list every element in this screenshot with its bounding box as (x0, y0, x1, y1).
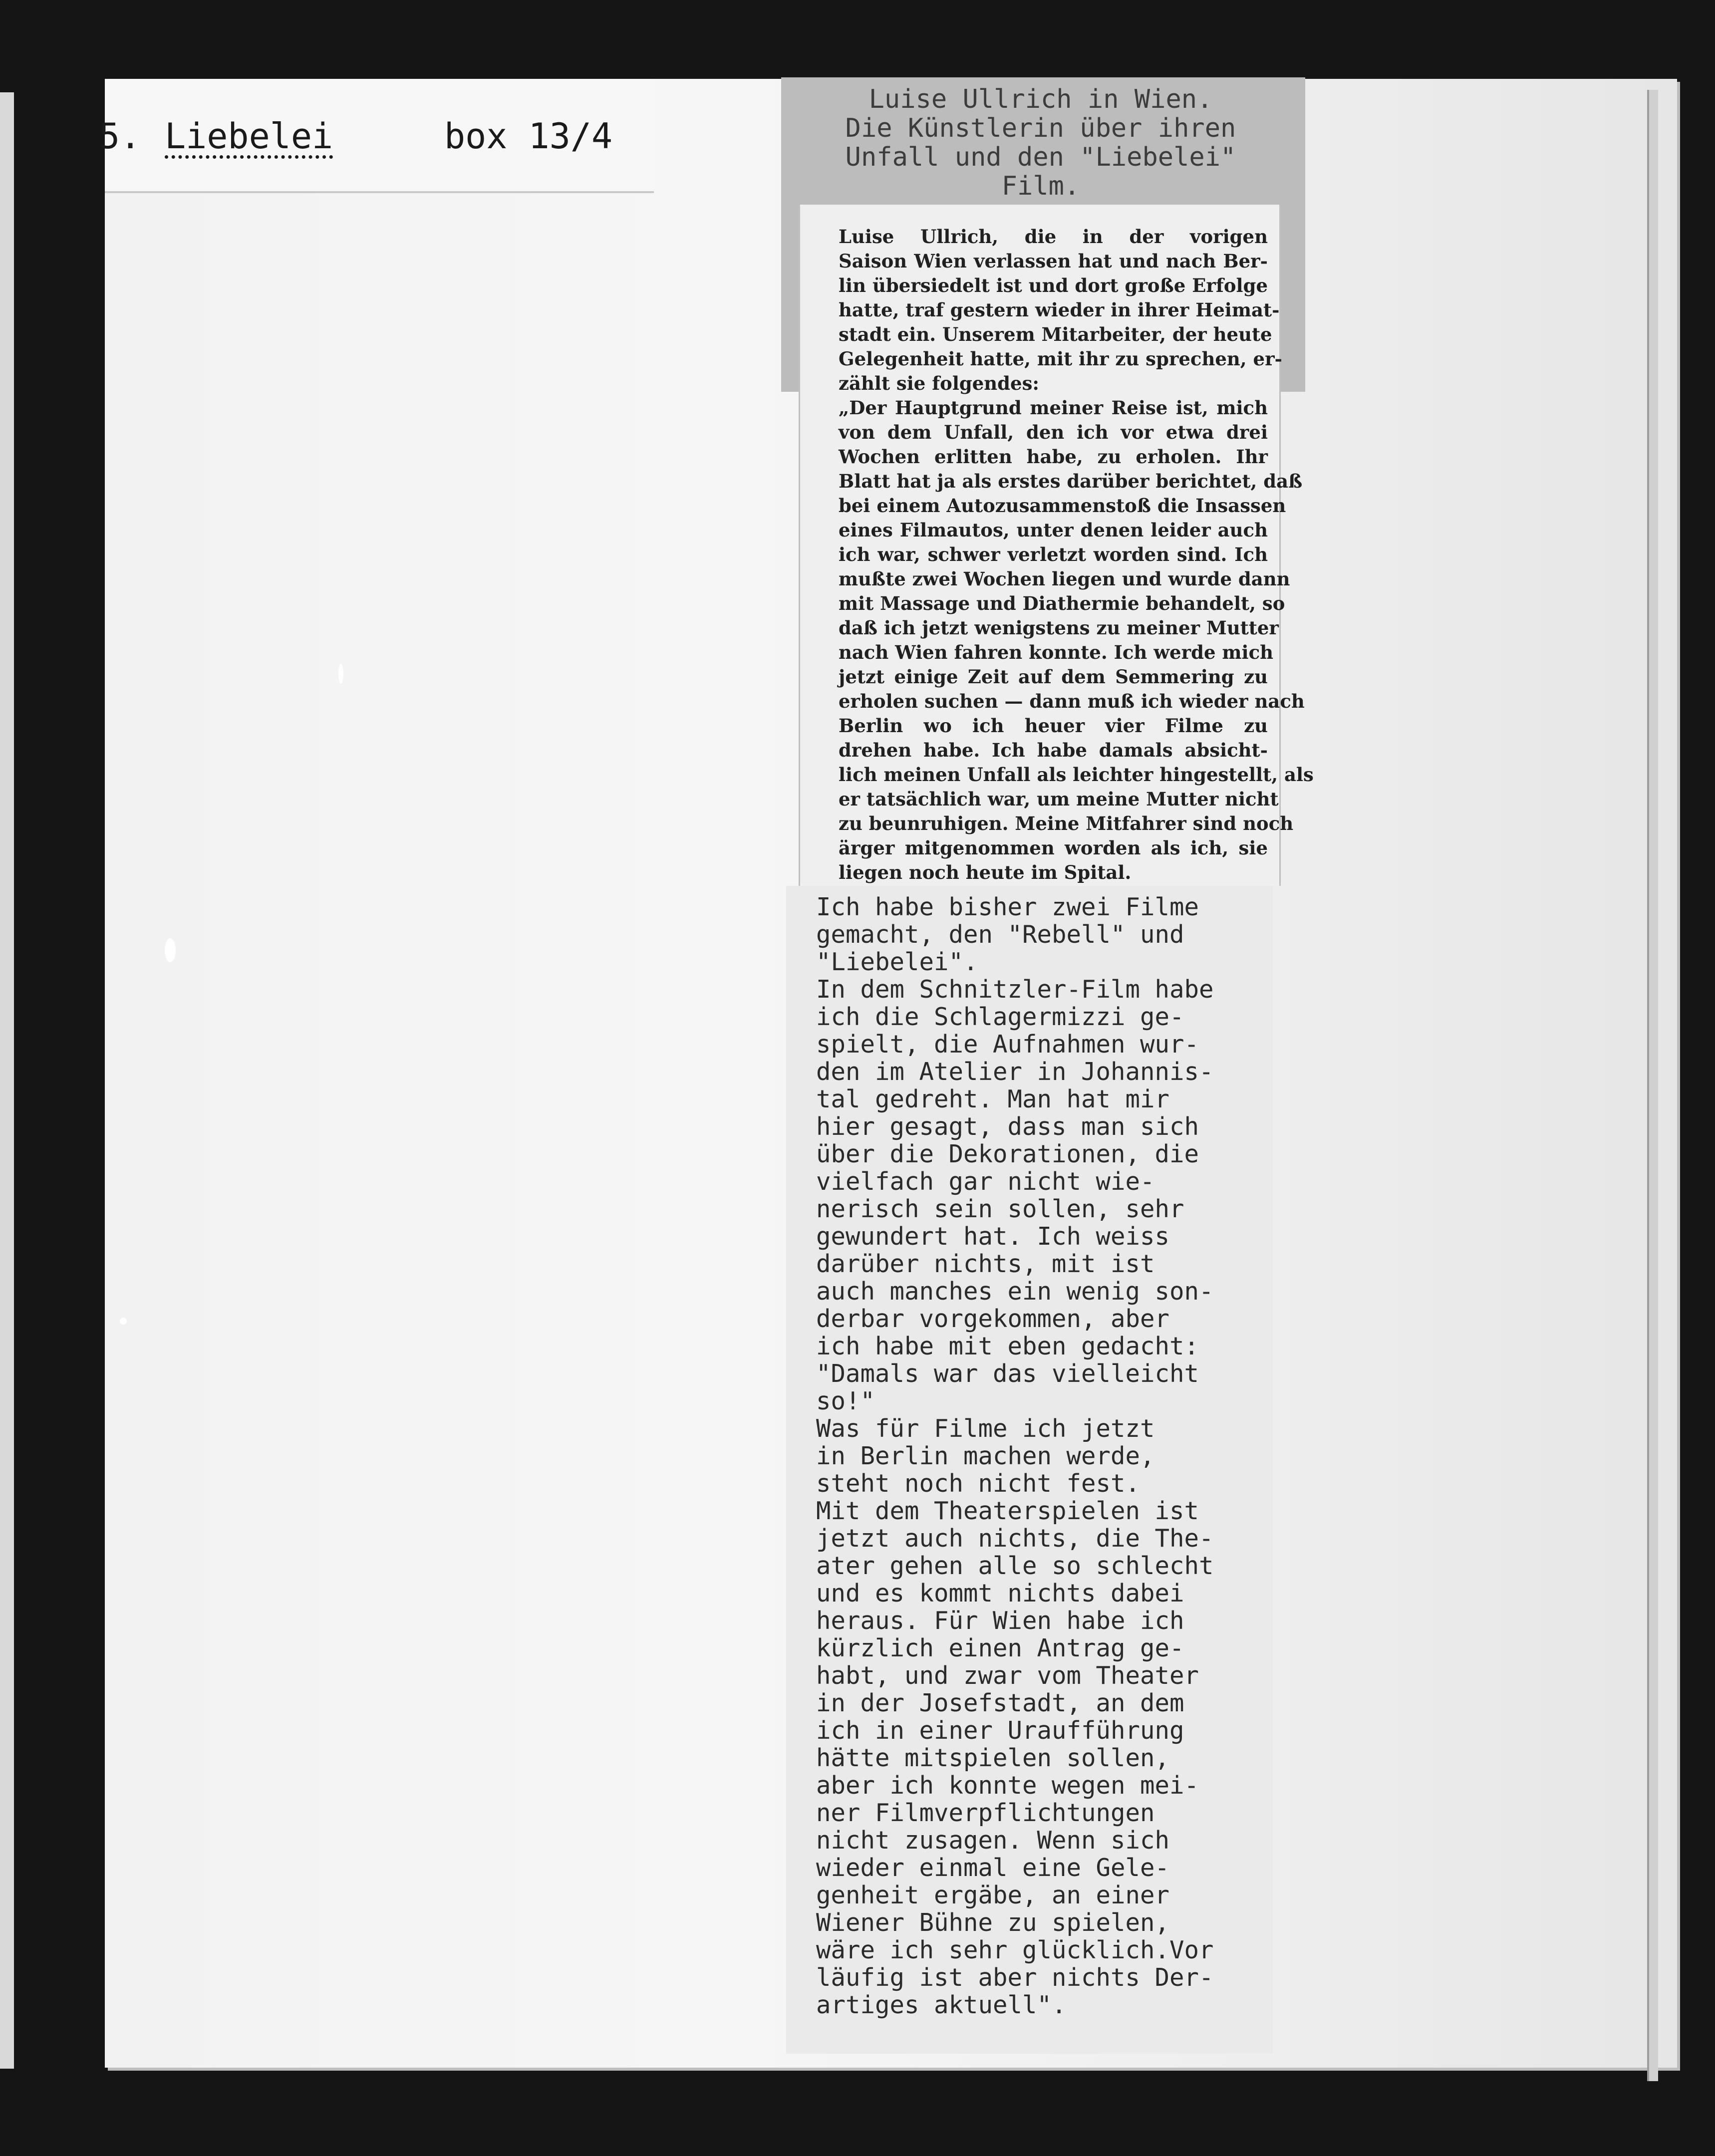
article-line: bei einem Autozusammenstoß die Insassen (839, 495, 1286, 517)
typed-line: genheit ergäbe, an einer (816, 1881, 1170, 1909)
typed-line: wäre ich sehr glücklich.Vor (816, 1936, 1214, 1964)
typed-line: hätte mitspielen sollen, (816, 1744, 1170, 1772)
typed-line: ner Filmverpflichtungen (816, 1799, 1155, 1827)
typed-line: gemacht, den "Rebell" und (816, 920, 1184, 949)
typed-line: "Damals war das vielleicht (816, 1359, 1199, 1388)
article-line: lin übersiedelt ist und dort große Erfolge (839, 274, 1268, 296)
article-line: hatte, traf gestern wieder in ihrer Heimat- (839, 299, 1280, 321)
typed-line: den im Atelier in Johannis- (816, 1058, 1214, 1086)
typed-line: Mit dem Theaterspielen ist (816, 1497, 1199, 1525)
typed-line: heraus. Für Wien habe ich (816, 1607, 1184, 1635)
typed-line: habt, und zwar vom Theater (816, 1661, 1199, 1690)
typed-line: in Berlin machen werde, (816, 1442, 1155, 1470)
article-line: mußte zwei Wochen liegen und wurde dann (839, 568, 1290, 590)
article-line: daß ich jetzt wenigstens zu meiner Mutter (839, 617, 1279, 639)
article-line: ich war, schwer verletzt worden sind. Ich (839, 543, 1268, 565)
typed-line: kürzlich einen Antrag ge- (816, 1634, 1184, 1662)
typed-line: ich habe mit eben gedacht: (816, 1332, 1199, 1360)
typed-line: ich in einer Uraufführung (816, 1716, 1184, 1745)
article-line: stadt ein. Unserem Mitarbeiter, der heute (839, 323, 1272, 345)
typed-line: aber ich konnte wegen mei- (816, 1771, 1199, 1800)
dust-speck (165, 938, 176, 962)
dust-speck (120, 1318, 127, 1325)
article-line: Blatt hat ja als erstes darüber berichtet, daß (839, 470, 1303, 492)
typed-line: Was für Filme ich jetzt (816, 1414, 1155, 1443)
article-line: drehen habe. Ich habe damals absicht- (839, 739, 1268, 761)
typed-article (816, 893, 1273, 2019)
article-line: zählt sie folgendes: (839, 372, 1040, 394)
adjacent-sheet-edge (0, 92, 14, 2069)
article-line: er tatsächlich war, um meine Mutter nicht (839, 788, 1279, 810)
typed-line: ater gehen alle so schlecht (816, 1552, 1214, 1580)
label-box: box 13/4 (444, 116, 613, 157)
typed-line: In dem Schnitzler-Film habe (816, 975, 1214, 1004)
clipping-headline (804, 85, 1278, 201)
sheet-right-edge (1647, 90, 1658, 2081)
typed-line: ich die Schlagermizzi ge- (816, 1003, 1184, 1031)
typed-line: über die Dekorationen, die (816, 1140, 1199, 1168)
article-line: nach Wien fahren konnte. Ich werde mich (839, 641, 1274, 663)
article-line: eines Filmautos, unter denen leider auch (839, 519, 1268, 541)
label-number: 5. (99, 116, 141, 157)
article-line: liegen noch heute im Spital. (839, 861, 1132, 883)
typed-line: nerisch sein sollen, sehr (816, 1195, 1184, 1223)
article-line: Luise Ullrich, die in der vorigen (839, 226, 1268, 248)
headline-line: Luise Ullrich in Wien. (868, 84, 1213, 114)
label-title: Liebelei (165, 116, 333, 157)
typed-line: Ich habe bisher zwei Filme (816, 893, 1199, 921)
article-line: lich meinen Unfall als leichter hingestellt, als (839, 764, 1314, 786)
typed-line: so!" (816, 1387, 875, 1415)
typed-line: gewundert hat. Ich weiss (816, 1222, 1170, 1251)
article-line: Gelegenheit hatte, mit ihr zu sprechen, er- (839, 348, 1282, 370)
typed-line: hier gesagt, dass man sich (816, 1112, 1199, 1141)
article-line: Wochen erlitten habe, zu erholen. Ihr (839, 446, 1268, 468)
article-line: mit Massage und Diathermie behandelt, so (839, 592, 1285, 614)
article-line: ärger mitgenommen worden als ich, sie (839, 837, 1268, 859)
dust-speck (338, 664, 343, 684)
typed-line: nicht zusagen. Wenn sich (816, 1826, 1170, 1855)
typed-line: wieder einmal eine Gele- (816, 1854, 1170, 1882)
headline-line: Die Künstlerin über ihren (845, 113, 1236, 143)
headline-line: Film. (1001, 171, 1080, 201)
typed-line: vielfach gar nicht wie- (816, 1167, 1155, 1196)
typed-line: artiges aktuell". (816, 1991, 1067, 2019)
article-line: von dem Unfall, den ich vor etwa drei (839, 421, 1268, 443)
article-line: erholen suchen — dann muß ich wieder nach (839, 690, 1305, 712)
typed-line: darüber nichts, mit ist (816, 1250, 1155, 1278)
typed-line: spielt, die Aufnahmen wur- (816, 1030, 1199, 1059)
typed-line: tal gedreht. Man hat mir (816, 1085, 1170, 1113)
article-line: Berlin wo ich heuer vier Filme zu (839, 715, 1268, 737)
typed-line: Wiener Bühne zu spielen, (816, 1908, 1170, 1937)
newspaper-article (839, 225, 1314, 885)
typed-line: läufig ist aber nichts Der- (816, 1963, 1214, 1992)
article-line: jetzt einige Zeit auf dem Semmering zu (839, 666, 1268, 688)
headline-line: Unfall und den "Liebelei" (845, 142, 1236, 172)
typed-line: steht noch nicht fest. (816, 1469, 1141, 1498)
typed-line: "Liebelei". (816, 948, 978, 976)
typed-line: auch manches ein wenig son- (816, 1277, 1214, 1306)
typed-line: jetzt auch nichts, die The- (816, 1524, 1214, 1553)
article-line: Saison Wien verlassen hat und nach Ber- (839, 250, 1268, 272)
typed-line: derbar vorgekommen, aber (816, 1305, 1170, 1333)
typed-line: in der Josefstadt, an dem (816, 1689, 1184, 1717)
article-line: „Der Hauptgrund meiner Reise ist, mich (839, 397, 1268, 419)
typed-line: und es kommt nichts dabei (816, 1579, 1184, 1608)
article-line: zu beunruhigen. Meine Mitfahrer sind noch (839, 812, 1294, 834)
